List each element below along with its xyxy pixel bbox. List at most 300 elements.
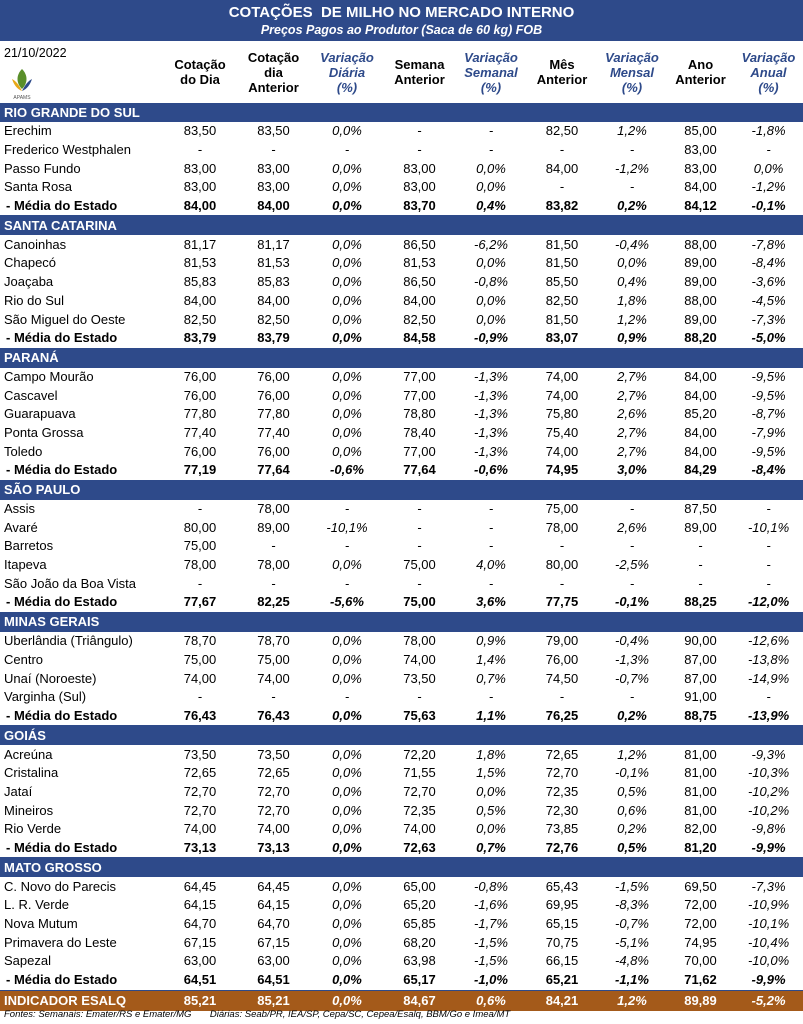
apams-logo-icon [6,65,38,101]
table-row [0,764,803,783]
cell: -10,1% [747,519,790,535]
cell: 72,35 [545,783,579,799]
row-label: - Média do Estado [0,461,163,480]
cell: 75,00 [403,557,436,573]
row-label: Avaré [4,519,38,535]
cell: -1,5% [474,934,508,950]
column-header-7: Variação Mensal (%) [605,49,659,95]
cell: 83,79 [163,329,237,348]
table-row [0,877,803,896]
cell: 87,50 [684,501,717,517]
cell: 84,67 [384,990,455,1011]
column-header-3: Variação Diária (%) [320,49,374,95]
cell: 85,83 [257,274,290,290]
cell: 76,00 [257,387,290,403]
cell: 74,00 [545,368,579,384]
cell: -10,2% [747,802,790,818]
cell: -1,8% [751,123,786,139]
cell: -8,7% [751,406,786,422]
cell: 85,21 [237,990,310,1011]
cell: 72,70 [183,783,217,799]
cell: 83,00 [183,160,217,176]
cell: 81,17 [257,236,290,252]
cell: - [766,575,771,591]
cell: - [698,538,703,554]
cell: 81,50 [545,255,579,271]
cell: 65,15 [545,916,579,932]
cell: 0,2% [597,707,667,726]
cell: 3,0% [597,461,667,480]
cell: 73,13 [163,839,237,858]
state-average-row [0,971,803,990]
cell: - [197,142,203,158]
cell: - [344,575,350,591]
cell: 0,0% [310,197,384,216]
cell: - [698,575,703,591]
cell: 84,00 [684,387,717,403]
row-label: Mineiros [4,802,54,818]
cell: -7,3% [751,878,786,894]
cell: -0,8% [474,274,508,290]
cell: 0,5% [597,839,667,858]
row-label: Toledo [4,443,43,459]
cell: 72,00 [684,897,717,913]
cell: 63,00 [183,953,217,969]
cell: 87,00 [684,651,717,667]
cell: 0,0% [332,746,362,762]
cell: 76,00 [257,443,290,459]
cell: 76,00 [183,368,217,384]
cell: 76,25 [527,707,597,726]
cell: 77,64 [237,461,310,480]
cell: 0,0% [332,878,362,894]
cell: - [488,519,494,535]
cell: 89,00 [684,311,717,327]
cell: 69,50 [684,878,717,894]
table-row [0,537,803,556]
cell: - [629,575,635,591]
column-header-9: Variação Anual (%) [741,49,796,95]
cell: - [488,501,494,517]
cell: -10,2% [747,783,790,799]
cell: 76,00 [183,387,217,403]
cell: 0,0% [332,934,362,950]
row-label: Erechim [4,123,52,139]
cell: 82,50 [403,311,436,327]
cell: 89,00 [684,519,717,535]
cell: 88,00 [684,292,717,308]
cell: -2,5% [615,557,649,573]
cell: 0,0% [332,633,362,649]
cell: - [344,538,350,554]
cell: - [197,575,203,591]
row-label: Jataí [4,783,33,799]
cell: 0,7% [476,670,506,686]
row-label: Centro [4,651,44,667]
cell: 74,95 [684,934,717,950]
cell: 65,20 [403,897,436,913]
row-label: São João da Boa Vista [4,575,137,591]
row-label: Itapeva [4,557,47,573]
cell: 0,0% [476,821,506,837]
quotes-table [0,103,803,1011]
cell: 78,00 [257,501,290,517]
cell: - [629,142,635,158]
cell: -9,5% [751,368,786,384]
cell: 4,0% [476,557,506,573]
cell: 72,70 [183,802,217,818]
cell: -4,8% [615,953,649,969]
table-row [0,122,803,141]
column-header-8: Ano Anterior [675,57,726,87]
section-header [0,103,803,122]
cell: 84,00 [257,292,290,308]
cell: 75,00 [183,651,217,667]
cell: 0,0% [332,123,362,139]
row-label: Assis [4,501,36,517]
cell: 0,0% [310,990,384,1011]
state-average-row [0,707,803,726]
cell: 1,5% [476,765,506,781]
cell: -7,3% [751,311,786,327]
cell: 0,0% [310,971,384,990]
cell: 78,00 [183,557,217,573]
cell: 0,5% [617,783,647,799]
cell: -0,1% [615,765,649,781]
cell: 91,00 [684,689,717,705]
cell: 72,76 [527,839,597,858]
cell: 83,00 [684,160,717,176]
cell: 74,50 [545,670,579,686]
cell: -1,0% [455,971,527,990]
table-row [0,556,803,575]
cell: 77,19 [163,461,237,480]
row-label: Campo Mourão [4,368,94,384]
cell: 72,65 [257,765,290,781]
cell: 63,00 [257,953,290,969]
cell: 73,50 [183,746,217,762]
cell: 77,75 [527,593,597,612]
page-subtitle: Preços Pagos ao Produtor (Saca de 60 kg) FOB [260,23,543,37]
cell: - [629,689,635,705]
cell: 63,98 [403,953,436,969]
cell: -0,7% [615,916,649,932]
cell: -6,2% [474,236,508,252]
cell: 67,15 [183,934,217,950]
row-label: Frederico Westphalen [4,142,131,158]
table-row [0,915,803,934]
cell: 1,2% [617,311,647,327]
row-label: C. Novo do Parecis [4,878,116,894]
cell: 0,6% [617,802,647,818]
cell: 78,70 [257,633,290,649]
cell: 0,0% [332,821,362,837]
cell: 72,65 [545,746,579,762]
cell: 78,00 [257,557,290,573]
cell: 89,00 [684,255,717,271]
cell: 0,0% [310,707,384,726]
cell: - [417,575,422,591]
cell: 77,67 [163,593,237,612]
cell: - [197,501,203,517]
cell: -1,2% [751,179,786,195]
cell: 0,0% [332,897,362,913]
cell: 72,70 [403,783,436,799]
cell: 68,20 [403,934,436,950]
cell: 89,00 [684,274,717,290]
cell: 0,0% [332,802,362,818]
cell: 64,15 [257,897,290,913]
cell: - [488,142,494,158]
cell: 66,15 [545,953,579,969]
cell: 88,00 [684,236,717,252]
cell: - [559,575,565,591]
cell: 81,53 [183,255,217,271]
cell: 0,0% [310,839,384,858]
cell: - [766,501,771,517]
cell: 88,75 [667,707,734,726]
cell: 75,00 [545,501,579,517]
cell: 81,17 [183,236,217,252]
cell: - [629,538,635,554]
title-bar [0,0,803,41]
cell: 0,0% [332,651,362,667]
cell: 0,0% [476,179,506,195]
cell: 0,0% [332,236,362,252]
section-title: RIO GRANDE DO SUL [0,103,803,122]
cell: 0,0% [332,916,362,932]
cell: -5,1% [615,934,649,950]
cell: - [698,557,703,573]
cell: -1,3% [474,368,508,384]
section-header [0,480,803,500]
cell: 65,43 [545,878,579,894]
report-date: 21/10/2022 [4,46,67,60]
cell: 85,20 [684,406,717,422]
cell: -7,9% [751,424,786,440]
cell: 86,50 [403,274,436,290]
cell: 83,00 [403,160,436,176]
cell: 81,20 [667,839,734,858]
cell: - [417,142,422,158]
cell: 85,21 [163,990,237,1011]
row-label: - Média do Estado [0,593,163,612]
cell: - [417,538,422,554]
column-header-1: Cotação do Dia [174,57,226,87]
row-label: Rio Verde [4,821,62,837]
cell: 67,15 [257,934,290,950]
table-row [0,386,803,405]
cell: - [488,689,494,705]
table-row [0,141,803,160]
cell: 64,70 [183,916,217,932]
cell: - [417,689,422,705]
cell: 72,35 [403,802,436,818]
cell: 74,00 [183,821,217,837]
cell: 81,00 [684,765,717,781]
cell: -5,2% [734,990,803,1011]
cell: 80,00 [183,519,217,535]
cell: 84,12 [667,197,734,216]
cell: 74,00 [545,443,579,459]
section-title: GOIÁS [0,726,803,746]
cell: 75,00 [384,593,455,612]
cell: -1,3% [615,651,649,667]
cell: - [417,123,422,139]
cell: -1,5% [615,878,649,894]
cell: 1,2% [617,746,647,762]
cell: - [271,538,276,554]
cell: 65,00 [403,878,436,894]
column-header-5: Variação Semanal (%) [464,49,518,95]
cell: 74,95 [527,461,597,480]
cell: 72,20 [403,746,436,762]
cell: -1,5% [474,953,508,969]
cell: -8,4% [734,461,803,480]
cell: 0,0% [332,292,362,308]
row-label: Cristalina [4,765,59,781]
cell: 71,62 [667,971,734,990]
cell: 72,70 [257,802,290,818]
logo-text: APAMS [13,95,31,101]
row-label: Joaçaba [4,274,54,290]
table-row [0,933,803,952]
cell: 71,55 [403,765,436,781]
cell: 84,00 [403,292,436,308]
cell: 0,0% [476,160,506,176]
row-label: Barretos [4,538,54,554]
cell: 84,29 [667,461,734,480]
cell: - [488,123,494,139]
cell: -8,4% [751,255,786,271]
cell: - [559,142,565,158]
cell: 0,0% [332,765,362,781]
row-label: Rio do Sul [4,292,64,308]
row-label: Uberlândia (Triângulo) [4,633,133,649]
esalq-indicator-row [0,990,803,1011]
cell: 74,00 [545,387,579,403]
table-row [0,632,803,651]
cell: 77,80 [183,406,217,422]
section-header [0,726,803,746]
cell: -10,1% [326,519,368,535]
cell: - [488,575,494,591]
cell: 90,00 [684,633,717,649]
cell: 78,40 [403,424,436,440]
cell: 0,0% [332,557,362,573]
cell: 85,50 [545,274,579,290]
cell: -0,4% [615,633,649,649]
cell: 83,00 [684,142,717,158]
cell: 76,00 [183,443,217,459]
cell: 0,0% [332,406,362,422]
row-label: Guarapuava [4,406,76,422]
table-row [0,424,803,443]
cell: -1,3% [474,424,508,440]
cell: 70,75 [545,934,579,950]
cell: 64,15 [183,897,217,913]
cell: -10,1% [747,916,790,932]
table-row [0,896,803,915]
cell: - [417,501,422,517]
cell: -0,4% [615,236,649,252]
row-label: - Média do Estado [0,839,163,858]
cell: 86,50 [403,236,436,252]
cell: 73,50 [403,670,436,686]
cell: -9,5% [751,387,786,403]
cell: 2,6% [617,406,647,422]
cell: 73,50 [257,746,290,762]
cell: 84,00 [237,197,310,216]
cell: 1,8% [617,292,647,308]
cell: 77,00 [403,443,436,459]
cell: -1,1% [597,971,667,990]
cell: 64,45 [257,878,290,894]
cell: 1,2% [597,990,667,1011]
cell: 72,70 [545,765,579,781]
cell: 77,40 [257,424,290,440]
cell: 0,6% [455,990,527,1011]
cell: 83,70 [384,197,455,216]
section-header [0,216,803,236]
cell: -1,3% [474,443,508,459]
cell: 83,00 [257,179,290,195]
cell: - [629,179,635,195]
cell: 0,0% [332,255,362,271]
column-header-2: Cotação dia Anterior [247,49,300,95]
cell: 77,40 [183,424,217,440]
table-row [0,500,803,519]
cell: 84,00 [545,160,579,176]
cell: 74,00 [403,651,436,667]
cell: 64,45 [183,878,217,894]
section-title: PARANÁ [0,348,803,368]
state-average-row [0,839,803,858]
cell: -5,6% [310,593,384,612]
cell: 0,2% [597,197,667,216]
cell: - [559,538,565,554]
table-row [0,651,803,670]
table-row [0,292,803,311]
section-title: SANTA CATARINA [0,216,803,236]
cell: -0,8% [474,878,508,894]
cell: 83,00 [183,179,217,195]
cell: 81,53 [403,255,436,271]
cell: - [766,538,771,554]
cell: 72,70 [257,783,290,799]
cell: 0,9% [597,329,667,348]
cell: 88,20 [667,329,734,348]
cell: 73,85 [545,821,579,837]
cell: - [344,142,350,158]
row-label: Acreúna [4,746,53,762]
cell: 76,00 [545,651,579,667]
table-row [0,820,803,839]
cell: -1,2% [615,160,649,176]
cell: 2,6% [617,519,647,535]
cell: - [629,501,635,517]
row-label: - Média do Estado [0,707,163,726]
section-title: MATO GROSSO [0,858,803,878]
cell: 0,0% [476,255,506,271]
cell: 87,00 [684,670,717,686]
cell: 76,43 [237,707,310,726]
row-label: Cascavel [4,387,58,403]
cell: -3,6% [751,274,786,290]
cell: -9,8% [751,821,786,837]
cell: 74,00 [257,821,290,837]
table-row [0,801,803,820]
